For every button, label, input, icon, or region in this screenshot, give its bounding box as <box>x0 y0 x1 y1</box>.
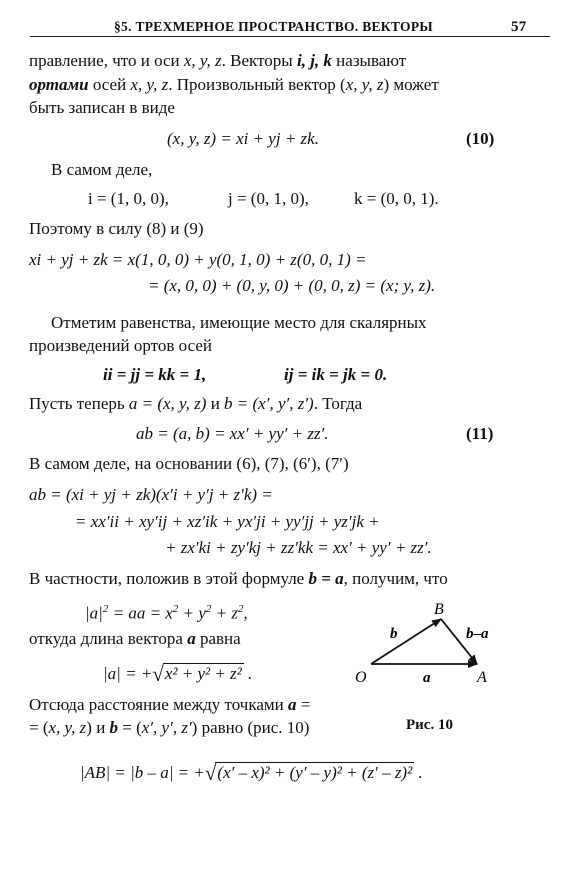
math-exponent: 2 <box>205 603 212 615</box>
math: |a| = + <box>103 664 153 683</box>
running-header: §5. ТРЕХМЕРНОЕ ПРОСТРАНСТВО. ВЕКТОРЫ <box>114 19 433 34</box>
equation-expand-line-3: + zx′ki + zy′kj + zz′kk = xx′ + yy′ + zz′. <box>165 538 432 557</box>
indeed-text: В самом деле, <box>51 160 153 179</box>
math: . <box>243 664 253 683</box>
text: равна <box>195 629 241 648</box>
paragraph-line-2 <box>29 74 439 96</box>
math: = aa = x <box>108 603 173 623</box>
equation-j: j = (0, 1, 0), <box>228 189 309 208</box>
header-rule <box>30 36 550 37</box>
equation-orthonormal-a: ii = jj = kk = 1, <box>103 365 207 384</box>
math: |AB| = |b – a| = + <box>80 763 205 782</box>
length-text <box>29 628 241 650</box>
label-b-minus-a: b–a <box>466 626 489 642</box>
math-vector: x, y, z <box>345 75 384 94</box>
text: = <box>296 695 311 714</box>
paragraph-line-1 <box>29 50 406 72</box>
math-exponent: 2 <box>102 603 109 615</box>
equation-k: k = (0, 0, 1). <box>354 189 439 208</box>
math: + y <box>178 603 206 623</box>
text: называют <box>331 51 407 70</box>
therefore-text: Поэтому в силу (8) и (9) <box>29 219 204 238</box>
particular-text <box>29 568 448 590</box>
math-radicand: (x′ – x)² + (y′ – y)² + (z′ – z)² <box>217 763 413 782</box>
note-line-2: произведений ортов осей <box>29 336 212 355</box>
text: Пусть теперь <box>29 394 129 413</box>
equation-10: (x, y, z) = xi + yj + zk. <box>167 129 319 148</box>
math-vector-b: b <box>109 718 119 737</box>
math: . <box>414 763 423 782</box>
math: + z <box>211 603 238 623</box>
text: осей <box>88 75 131 94</box>
label-B: B <box>434 601 444 618</box>
math-vector-a: a <box>187 629 196 648</box>
distance-text-line-1 <box>29 694 310 716</box>
text: ) равно (рис. 10) <box>191 718 310 737</box>
indeed-basis-text: В самом деле, на основании (6), (7), (6′), (7′) <box>29 454 349 473</box>
math-exponent: 2 <box>237 603 244 615</box>
math-vector-a: a <box>287 695 297 714</box>
text: В частности, положив в этой формуле <box>29 569 309 588</box>
equation-norm <box>103 663 252 685</box>
text: откуда длина вектора <box>29 629 188 648</box>
figure-10-vector-triangle <box>350 600 510 690</box>
figure-caption: Рис. 10 <box>406 717 453 733</box>
text: и <box>206 394 225 413</box>
text: . Тогда <box>313 394 363 413</box>
equation-expand-line-1: ab = (xi + yj + zk)(x′i + y′j + z′k) = <box>29 485 273 504</box>
text: Отсюда расстояние между точками <box>29 695 288 714</box>
math-ijk: i, j, k <box>296 51 332 70</box>
equation-expand-line-2: = xx′ii + xy′ij + xz′ik + yx′ji + yy′jj + yz′jk + <box>75 512 380 531</box>
label-A: A <box>477 669 487 686</box>
label-O: O <box>355 669 367 686</box>
distance-text-line-2 <box>29 717 309 739</box>
math: x, y, z <box>48 718 87 737</box>
equation-norm-squared <box>85 598 248 625</box>
math-exponent: 2 <box>172 603 179 615</box>
equation-distance <box>80 762 423 784</box>
text: ) и <box>86 718 110 737</box>
page-number: 57 <box>511 19 527 35</box>
sqrt-sign: √ <box>204 761 217 785</box>
text: . Произвольный вектор ( <box>168 75 346 94</box>
math-xyz: x, y, z <box>183 51 222 70</box>
term-orty: ортами <box>29 75 89 94</box>
text: = ( <box>118 718 142 737</box>
let-text <box>29 393 362 415</box>
math-condition: b = a <box>308 569 344 588</box>
math: |a| <box>85 603 103 623</box>
math-b-def: b = (x′, y′, z′) <box>224 394 314 413</box>
equation-11: ab = (a, b) = xx′ + yy′ + zz′. <box>136 424 329 443</box>
text: = ( <box>29 718 49 737</box>
note-line-1: Отметим равенства, имеющие место для скалярных <box>51 313 427 332</box>
equation-i: i = (1, 0, 0), <box>88 189 169 208</box>
label-b: b <box>390 626 398 642</box>
text: . Векторы <box>221 51 297 70</box>
vector-b-arrow <box>371 619 441 664</box>
math-radicand: x² + y² + z² <box>164 664 242 683</box>
equation-number-10: (10) <box>466 129 495 148</box>
paragraph-line-3: быть записан в виде <box>29 98 175 117</box>
equation-orthonormal-b: ij = ik = jk = 0. <box>284 365 388 384</box>
text: правление, что и оси <box>29 51 184 70</box>
math: x′, y′, z′ <box>141 718 192 737</box>
text: , получим, что <box>343 569 448 588</box>
equation-sum-line-1: xi + yj + zk = x(1, 0, 0) + y(0, 1, 0) + z(0, 0, 1) = <box>29 250 367 269</box>
math-a-def: a = (x, y, z) <box>128 394 207 413</box>
text: ) может <box>383 75 439 94</box>
label-a: a <box>423 670 431 686</box>
equation-number-11: (11) <box>466 424 494 443</box>
sqrt-sign: √ <box>152 662 164 686</box>
equation-sum-line-2: = (x, 0, 0) + (0, y, 0) + (0, 0, z) = (x; y, z). <box>148 276 436 295</box>
math-xyz: x, y, z <box>130 75 169 94</box>
math: , <box>243 603 248 623</box>
